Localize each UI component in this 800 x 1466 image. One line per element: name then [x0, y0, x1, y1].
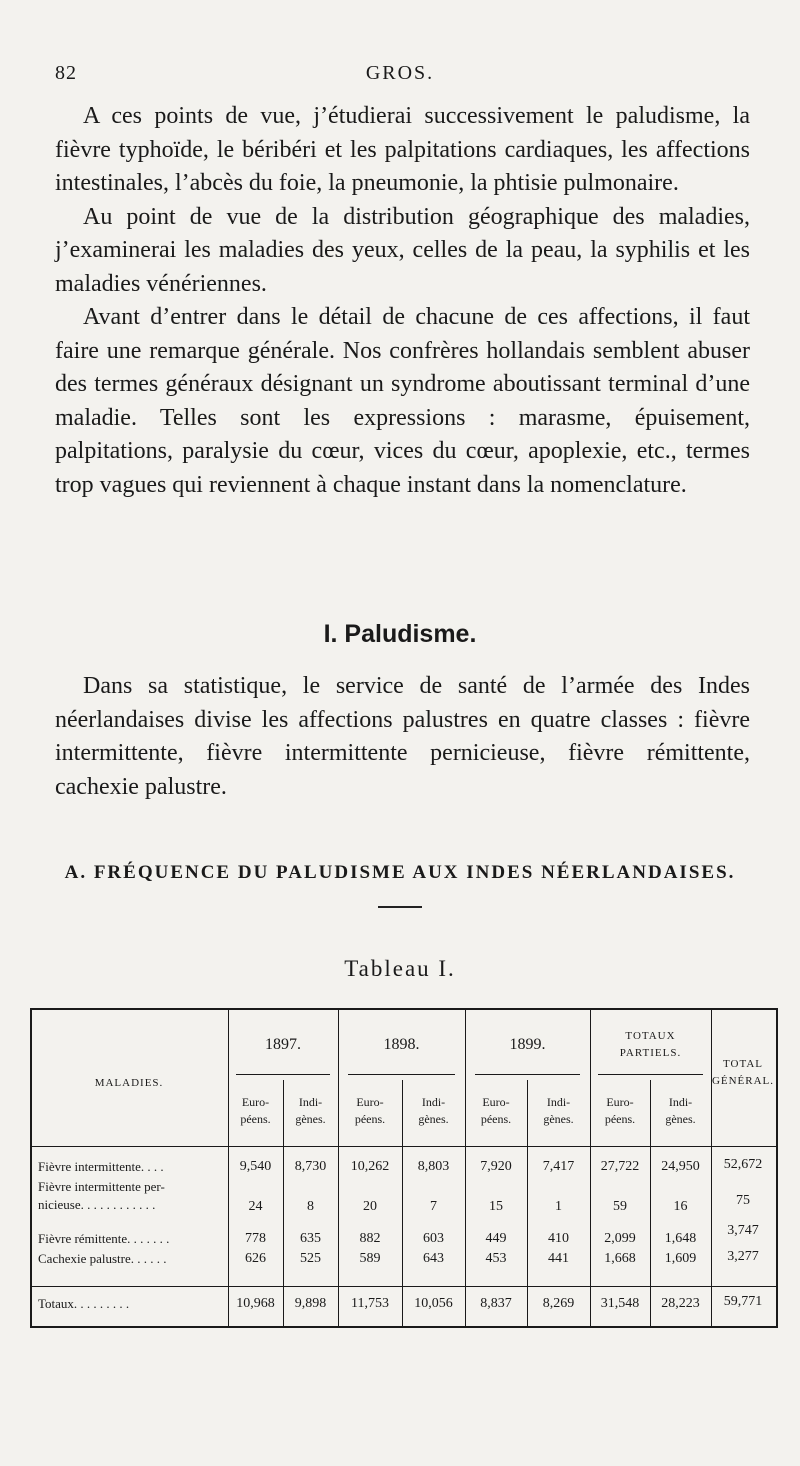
table-cell: 10,262	[350, 1159, 390, 1174]
table-cell: 453	[485, 1251, 507, 1266]
row-label	[38, 1178, 228, 1214]
table-cell: 9,540	[239, 1159, 272, 1174]
totals-cell-total: 59,771	[723, 1294, 763, 1309]
subheader-line: péens.	[604, 1112, 636, 1126]
subheader-line: Indi-	[298, 1095, 323, 1109]
table-cell: 441	[548, 1251, 569, 1266]
table-cell: 8,803	[417, 1159, 450, 1174]
table-cell: 635	[300, 1231, 321, 1246]
table-cell-total: 52,672	[723, 1157, 763, 1172]
header-line: GÉNÉRAL.	[711, 1075, 775, 1087]
table-cell: 2,099	[604, 1231, 636, 1246]
subheader-line: gènes.	[418, 1112, 449, 1126]
totals-rule	[30, 1286, 776, 1287]
row-label-line: nicieuse. . . . . . . . . . . .	[38, 1197, 156, 1212]
header-totaux-partiels	[590, 1028, 711, 1062]
header-total-general	[711, 1056, 775, 1090]
row-label: Fièvre intermittente. . . .	[38, 1159, 164, 1174]
table-cell: 643	[423, 1251, 444, 1266]
subheader-line: Indi-	[421, 1095, 446, 1109]
header-line: TOTAL	[723, 1058, 763, 1070]
table-cell-total: 3,747	[727, 1223, 759, 1238]
table-caption: Tableau I.	[344, 956, 456, 981]
subheader-europeens	[338, 1094, 402, 1128]
table-cell: 24	[248, 1199, 263, 1214]
table-cell: 778	[245, 1231, 266, 1246]
header-rule	[30, 1146, 776, 1147]
data-table	[30, 1008, 778, 1326]
header-year: 1899.	[509, 1036, 546, 1053]
paragraph: A ces points de vue, j’étudierai successivement le paludisme, la fièvre typhoïde, le béribéri et les palpitations cardiaques, les affections intestinales, l’abcès du foie, la pneumonie, la phtisie pulmonaire.	[55, 103, 750, 196]
table-cell: 1,668	[604, 1251, 636, 1266]
body-text-top	[55, 100, 750, 502]
row-label: Fièvre rémittente. . . . . . .	[38, 1231, 170, 1246]
table-cell: 7	[430, 1199, 437, 1214]
table-cell-total: 3,277	[727, 1249, 759, 1264]
table-cell: 603	[423, 1231, 444, 1246]
subheader-europeens	[228, 1094, 283, 1128]
brace-rule	[475, 1074, 580, 1075]
brace-rule	[236, 1074, 330, 1075]
subheader-indigenes	[402, 1094, 465, 1128]
table-cell: 1	[555, 1199, 562, 1214]
subheader-line: Indi-	[546, 1095, 571, 1109]
totals-label: Totaux. . . . . . . . .	[38, 1296, 130, 1311]
header-maladies: MALADIES.	[94, 1077, 164, 1089]
paragraph: Au point de vue de la distribution géographique des maladies, j’examinerai les maladies des yeux, celles de la peau, la syphilis et les maladies vénériennes.	[55, 203, 750, 297]
subheader-line: gènes.	[295, 1112, 326, 1126]
header-line: TOTAUX	[625, 1030, 676, 1042]
table-cell: 7,920	[480, 1159, 512, 1174]
subheader-line: gènes.	[665, 1112, 696, 1126]
header-year: 1898.	[383, 1036, 420, 1053]
paragraph: Avant d’entrer dans le détail de chacune de ces affections, il faut faire une remarque générale. Nos confrères hollandais semblent abuser des termes généraux désignant un syndrome aboutissant terminal d’une maladie. Telles sont les expressions : marasme, épuisement, palpitations, paralysie du cœur, vices du cœur, apoplexie, etc., termes trop vagues qui reviennent à chaque instant dans la nomenclature.	[55, 304, 750, 498]
page-number: 82	[55, 62, 77, 84]
totals-cell: 31,548	[600, 1296, 640, 1311]
subheader-line: péens.	[240, 1112, 271, 1126]
totals-cell: 10,968	[236, 1296, 275, 1311]
table-cell: 8,730	[294, 1159, 327, 1174]
table-cell: 7,417	[542, 1159, 575, 1174]
section-title: I. Paludisme.	[323, 620, 477, 648]
subheader-line: péens.	[480, 1112, 512, 1126]
table-cell: 1,609	[664, 1251, 697, 1266]
subheader-line: Euro-	[356, 1095, 384, 1109]
table-cell: 15	[489, 1199, 503, 1214]
table-cell: 410	[548, 1231, 569, 1246]
header-year: 1897.	[265, 1036, 301, 1053]
totals-cell: 10,056	[414, 1296, 453, 1311]
table-cell: 525	[300, 1251, 321, 1266]
subheader-indigenes	[283, 1094, 338, 1128]
row-label: Cachexie palustre. . . . . .	[38, 1251, 167, 1266]
subheader-line: Euro-	[241, 1095, 270, 1109]
table-cell: 1,648	[664, 1231, 697, 1246]
totals-cell: 11,753	[351, 1296, 389, 1311]
subheader-line: péens.	[354, 1112, 386, 1126]
table-cell: 24,950	[661, 1159, 700, 1174]
table-cell: 882	[359, 1231, 381, 1246]
body-text-bottom	[55, 670, 750, 804]
totals-cell: 8,837	[480, 1296, 512, 1311]
table-cell-total: 75	[736, 1193, 750, 1208]
table-cell: 8	[307, 1199, 314, 1214]
row-label-line: Fièvre intermittente per-	[38, 1179, 165, 1194]
running-title: GROS.	[365, 62, 435, 84]
totals-cell: 8,269	[542, 1296, 575, 1311]
header-line: PARTIELS.	[619, 1047, 682, 1059]
table-cell: 16	[673, 1199, 688, 1214]
totals-cell: 9,898	[294, 1296, 327, 1311]
subheader-line: Indi-	[668, 1095, 693, 1109]
totals-cell: 28,223	[661, 1296, 700, 1311]
paragraph: Dans sa statistique, le service de santé de l’armée des Indes néerlandaises divise les affections palustres en quatre classes : fièvre intermittente, fièvre intermittente pernicieuse, fièvre rémittente, cachexie palustre.	[55, 673, 750, 800]
table-cell: 626	[245, 1251, 266, 1266]
brace-rule	[348, 1074, 455, 1075]
brace-rule	[598, 1074, 703, 1075]
table-cell: 20	[363, 1199, 377, 1214]
subheader-line: Euro-	[606, 1095, 634, 1109]
divider-rule	[378, 906, 422, 908]
subheader-line: gènes.	[543, 1112, 574, 1126]
subheader-europeens	[590, 1094, 650, 1128]
subheader-indigenes	[650, 1094, 711, 1128]
subheader-europeens	[465, 1094, 527, 1128]
subheader-indigenes	[527, 1094, 590, 1128]
subsection-title: A. FRÉQUENCE DU PALUDISME AUX INDES NÉERLANDAISES.	[64, 862, 736, 883]
table-cell: 59	[613, 1199, 627, 1214]
table-cell: 589	[359, 1251, 381, 1266]
table-cell: 449	[485, 1231, 507, 1246]
table-cell: 27,722	[600, 1159, 640, 1174]
subheader-line: Euro-	[482, 1095, 510, 1109]
